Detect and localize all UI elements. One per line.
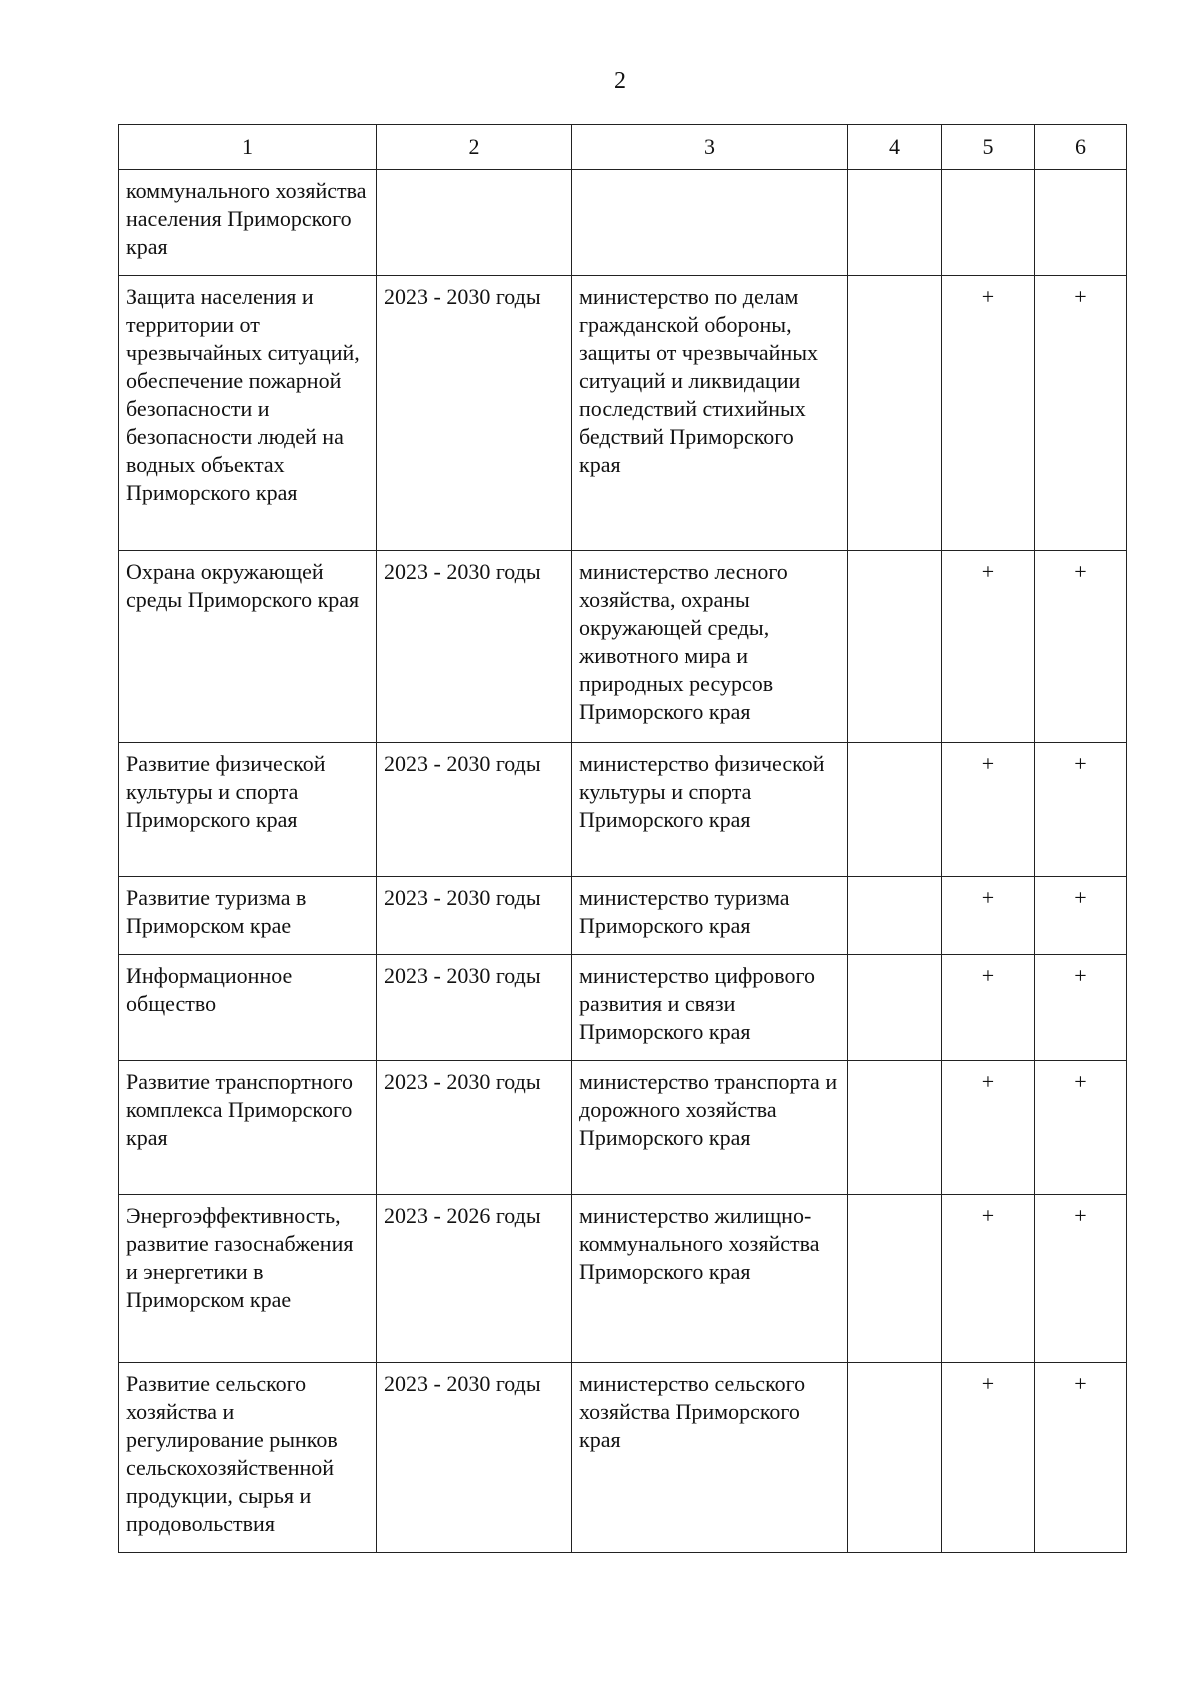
- column-4-cell: [848, 1195, 942, 1363]
- program-name: Защита населения и территории от чрезвычайных ситуаций, обеспечение пожарной безопасности и безопасности людей на водных объектах Приморского края: [119, 276, 377, 551]
- program-executor: [572, 170, 848, 276]
- column-header: 5: [942, 125, 1035, 170]
- program-period: 2023 - 2030 годы: [377, 276, 572, 551]
- column-6-mark: [1035, 170, 1127, 276]
- column-6-mark: +: [1035, 743, 1127, 877]
- table-row: [119, 1363, 1127, 1553]
- column-5-mark: +: [942, 955, 1035, 1061]
- program-period: 2023 - 2030 годы: [377, 551, 572, 743]
- program-executor: министерство по делам гражданской обороны, защиты от чрезвычайных ситуаций и ликвидации последствий стихийных бедствий Приморского края: [572, 276, 848, 551]
- program-executor: министерство физической культуры и спорта Приморского края: [572, 743, 848, 877]
- column-6-mark: +: [1035, 955, 1127, 1061]
- column-6-mark: +: [1035, 1195, 1127, 1363]
- program-executor: министерство лесного хозяйства, охраны окружающей среды, животного мира и природных ресурсов Приморского края: [572, 551, 848, 743]
- table-row: [119, 877, 1127, 955]
- column-4-cell: [848, 170, 942, 276]
- program-period: 2023 - 2030 годы: [377, 955, 572, 1061]
- program-period: 2023 - 2026 годы: [377, 1195, 572, 1363]
- table-row: [119, 276, 1127, 551]
- program-executor: министерство цифрового развития и связи Приморского края: [572, 955, 848, 1061]
- column-6-mark: +: [1035, 1061, 1127, 1195]
- column-5-mark: +: [942, 1363, 1035, 1553]
- table-row: [119, 551, 1127, 743]
- table-header-row: [119, 125, 1127, 170]
- program-period: 2023 - 2030 годы: [377, 1363, 572, 1553]
- column-4-cell: [848, 276, 942, 551]
- column-6-mark: +: [1035, 551, 1127, 743]
- page-number: 2: [614, 68, 626, 94]
- column-4-cell: [848, 955, 942, 1061]
- column-6-mark: +: [1035, 877, 1127, 955]
- program-executor: министерство туризма Приморского края: [572, 877, 848, 955]
- column-4-cell: [848, 743, 942, 877]
- table-row: [119, 1061, 1127, 1195]
- column-6-mark: +: [1035, 1363, 1127, 1553]
- table-row: [119, 955, 1127, 1061]
- programs-table: [118, 124, 1127, 1553]
- column-header: 4: [848, 125, 942, 170]
- column-6-mark: +: [1035, 276, 1127, 551]
- program-executor: министерство сельского хозяйства Приморского края: [572, 1363, 848, 1553]
- program-name: коммунального хозяйства населения Приморского края: [119, 170, 377, 276]
- program-name: Развитие транспортного комплекса Приморского края: [119, 1061, 377, 1195]
- column-5-mark: +: [942, 1195, 1035, 1363]
- column-header: 3: [572, 125, 848, 170]
- column-5-mark: +: [942, 276, 1035, 551]
- column-header: 6: [1035, 125, 1127, 170]
- column-4-cell: [848, 877, 942, 955]
- column-5-mark: +: [942, 551, 1035, 743]
- column-5-mark: +: [942, 743, 1035, 877]
- program-name: Энергоэффективность, развитие газоснабжения и энергетики в Приморском крае: [119, 1195, 377, 1363]
- table-row: [119, 1195, 1127, 1363]
- program-executor: министерство транспорта и дорожного хозяйства Приморского края: [572, 1061, 848, 1195]
- program-name: Развитие туризма в Приморском крае: [119, 877, 377, 955]
- column-4-cell: [848, 1061, 942, 1195]
- column-header: 2: [377, 125, 572, 170]
- column-4-cell: [848, 551, 942, 743]
- column-5-mark: +: [942, 1061, 1035, 1195]
- program-name: Развитие сельского хозяйства и регулирование рынков сельскохозяйственной продукции, сырья и продовольствия: [119, 1363, 377, 1553]
- program-name: Охрана окружающей среды Приморского края: [119, 551, 377, 743]
- column-4-cell: [848, 1363, 942, 1553]
- column-5-mark: [942, 170, 1035, 276]
- program-name: Информационное общество: [119, 955, 377, 1061]
- program-name: Развитие физической культуры и спорта Приморского края: [119, 743, 377, 877]
- program-period: 2023 - 2030 годы: [377, 743, 572, 877]
- column-header: 1: [119, 125, 377, 170]
- table-row: [119, 170, 1127, 276]
- program-period: 2023 - 2030 годы: [377, 877, 572, 955]
- program-period: [377, 170, 572, 276]
- program-period: 2023 - 2030 годы: [377, 1061, 572, 1195]
- column-5-mark: +: [942, 877, 1035, 955]
- table-row: [119, 743, 1127, 877]
- program-executor: министерство жилищно-коммунального хозяйства Приморского края: [572, 1195, 848, 1363]
